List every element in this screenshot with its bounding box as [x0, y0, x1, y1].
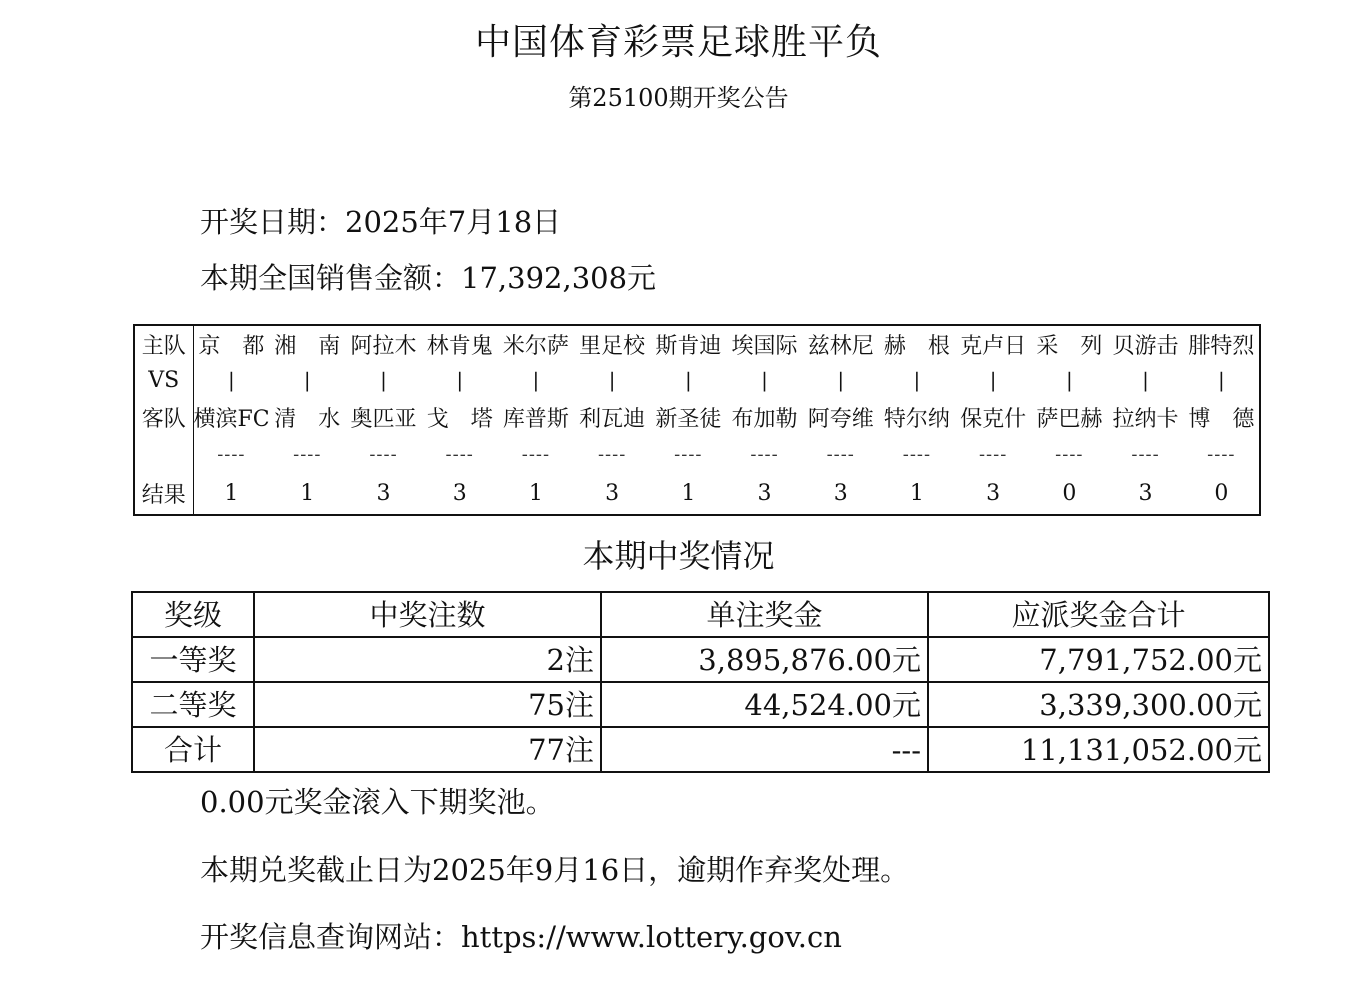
home-team: 兹林尼: [807, 333, 874, 359]
prize-level: 二等奖: [132, 682, 254, 727]
away-team: 特尔纳: [883, 406, 950, 432]
away-team: 博 德: [1188, 406, 1255, 432]
vs-mark: |: [1065, 368, 1073, 392]
dash-mark: ----: [750, 443, 779, 465]
dash-label-empty: [134, 436, 193, 472]
prize-level: 合计: [132, 727, 254, 772]
match-result: 1: [681, 480, 696, 506]
vs-mark: |: [1217, 368, 1225, 392]
home-team: 埃国际: [731, 333, 798, 359]
winner-count: 77注: [254, 727, 601, 772]
home-team: 克卢日: [960, 333, 1027, 359]
total-prize: 3,339,300.00元: [928, 682, 1269, 727]
away-team: 拉纳卡: [1112, 406, 1179, 432]
single-prize: 3,895,876.00元: [601, 637, 928, 682]
away-team: 新圣徒: [655, 406, 722, 432]
vs-mark: |: [532, 368, 540, 392]
away-team-row: [134, 398, 1260, 436]
match-result: 3: [1138, 480, 1153, 506]
home-team: 京 都: [198, 333, 265, 359]
rollover-note: 0.00元奖金滚入下期奖池。: [200, 785, 555, 819]
dash-mark: ----: [674, 443, 703, 465]
vs-mark: |: [761, 368, 768, 392]
issue-subtitle: 第25100期开奖公告: [568, 84, 789, 112]
home-team: 林肯鬼: [426, 333, 493, 359]
page-title: 中国体育彩票足球胜平负: [474, 22, 882, 63]
home-team: 斯肯迪: [655, 333, 722, 359]
match-result: 1: [224, 480, 239, 506]
dash-mark: ----: [1131, 443, 1160, 465]
dash-mark: ----: [445, 443, 474, 465]
match-result: 3: [757, 480, 772, 506]
prize-header-row: [132, 592, 1269, 637]
home-team: 阿拉木: [350, 333, 417, 359]
header-count: 中奖注数: [254, 592, 601, 637]
result-row: [134, 472, 1260, 515]
prize-row-first: [132, 637, 1269, 682]
total-prize: 7,791,752.00元: [928, 637, 1269, 682]
home-team: 赫 根: [883, 333, 950, 359]
match-result: 3: [986, 480, 1001, 506]
match-result: 1: [909, 480, 924, 506]
prize-row-second: [132, 682, 1269, 727]
prize-section-title: 本期中奖情况: [582, 537, 775, 575]
dash-mark: ----: [597, 443, 627, 465]
home-team: 里足校: [579, 333, 646, 359]
away-team: 利瓦迪: [579, 406, 646, 432]
match-result: 3: [452, 480, 467, 506]
header-level: 奖级: [132, 592, 254, 637]
vs-mark: |: [913, 368, 921, 392]
vs-mark: |: [608, 368, 616, 392]
header-single: 单注奖金: [601, 592, 928, 637]
vs-mark: |: [989, 368, 997, 392]
home-team: 贝游击: [1112, 333, 1179, 359]
home-team: 湘 南: [274, 333, 341, 359]
single-prize: 44,524.00元: [601, 682, 928, 727]
match-result: 3: [376, 480, 391, 506]
match-result: 0: [1062, 480, 1077, 506]
match-result: 1: [528, 480, 543, 506]
away-team: 保克什: [960, 406, 1027, 432]
dash-mark: ----: [826, 443, 855, 465]
vs-label: VS: [134, 362, 193, 398]
home-team-row: [134, 325, 1260, 362]
away-team: 戈 塔: [426, 406, 493, 432]
away-team: 布加勒: [731, 406, 798, 432]
match-result: 3: [833, 480, 848, 506]
vs-mark: |: [227, 368, 235, 392]
draw-date: 开奖日期：2025年7月18日: [200, 205, 562, 239]
away-team: 阿夸维: [807, 406, 874, 432]
dash-mark: ----: [521, 443, 551, 465]
dash-mark: ----: [1055, 443, 1084, 465]
vs-mark: |: [837, 368, 845, 392]
away-team: 萨巴赫: [1036, 406, 1103, 432]
away-team: 奥匹亚: [350, 406, 417, 432]
dash-mark: ----: [293, 443, 322, 465]
vs-mark: |: [380, 368, 387, 392]
home-team: 米尔萨: [502, 333, 569, 359]
vs-mark: |: [456, 368, 464, 392]
website-note: 开奖信息查询网站：https://www.lottery.gov.cn: [200, 920, 842, 954]
prize-row-sum: [132, 727, 1269, 772]
away-team: 库普斯: [502, 406, 569, 432]
single-prize: ---: [601, 727, 928, 772]
result-label: 结果: [134, 472, 193, 515]
match-table: [133, 324, 1261, 516]
match-result: 0: [1214, 480, 1229, 506]
dash-mark: ----: [217, 443, 246, 465]
vs-mark: |: [684, 368, 692, 392]
match-result: 1: [300, 480, 315, 506]
dash-mark: ----: [1207, 443, 1236, 465]
winner-count: 75注: [254, 682, 601, 727]
vs-mark: |: [303, 368, 311, 392]
away-team: 清 水: [274, 406, 341, 432]
deadline-note: 本期兑奖截止日为2025年9月16日，逾期作弃奖处理。: [200, 853, 910, 887]
home-team: 采 列: [1036, 333, 1103, 359]
away-label: 客队: [134, 398, 193, 436]
header-total: 应派奖金合计: [928, 592, 1269, 637]
dash-row: [134, 436, 1260, 472]
dash-mark: ----: [902, 443, 932, 465]
vs-mark: |: [1142, 368, 1149, 392]
home-label: 主队: [134, 325, 193, 362]
match-result: 3: [605, 480, 620, 506]
dash-mark: ----: [369, 443, 398, 465]
prize-level: 一等奖: [132, 637, 254, 682]
winner-count: 2注: [254, 637, 601, 682]
prize-table: [131, 591, 1270, 773]
total-prize: 11,131,052.00元: [928, 727, 1269, 772]
vs-row: [134, 362, 1260, 398]
dash-mark: ----: [978, 443, 1008, 465]
sales-amount: 本期全国销售金额：17,392,308元: [200, 261, 657, 295]
home-team: 腓特烈: [1188, 333, 1255, 359]
away-team: 横滨FC: [193, 406, 270, 432]
